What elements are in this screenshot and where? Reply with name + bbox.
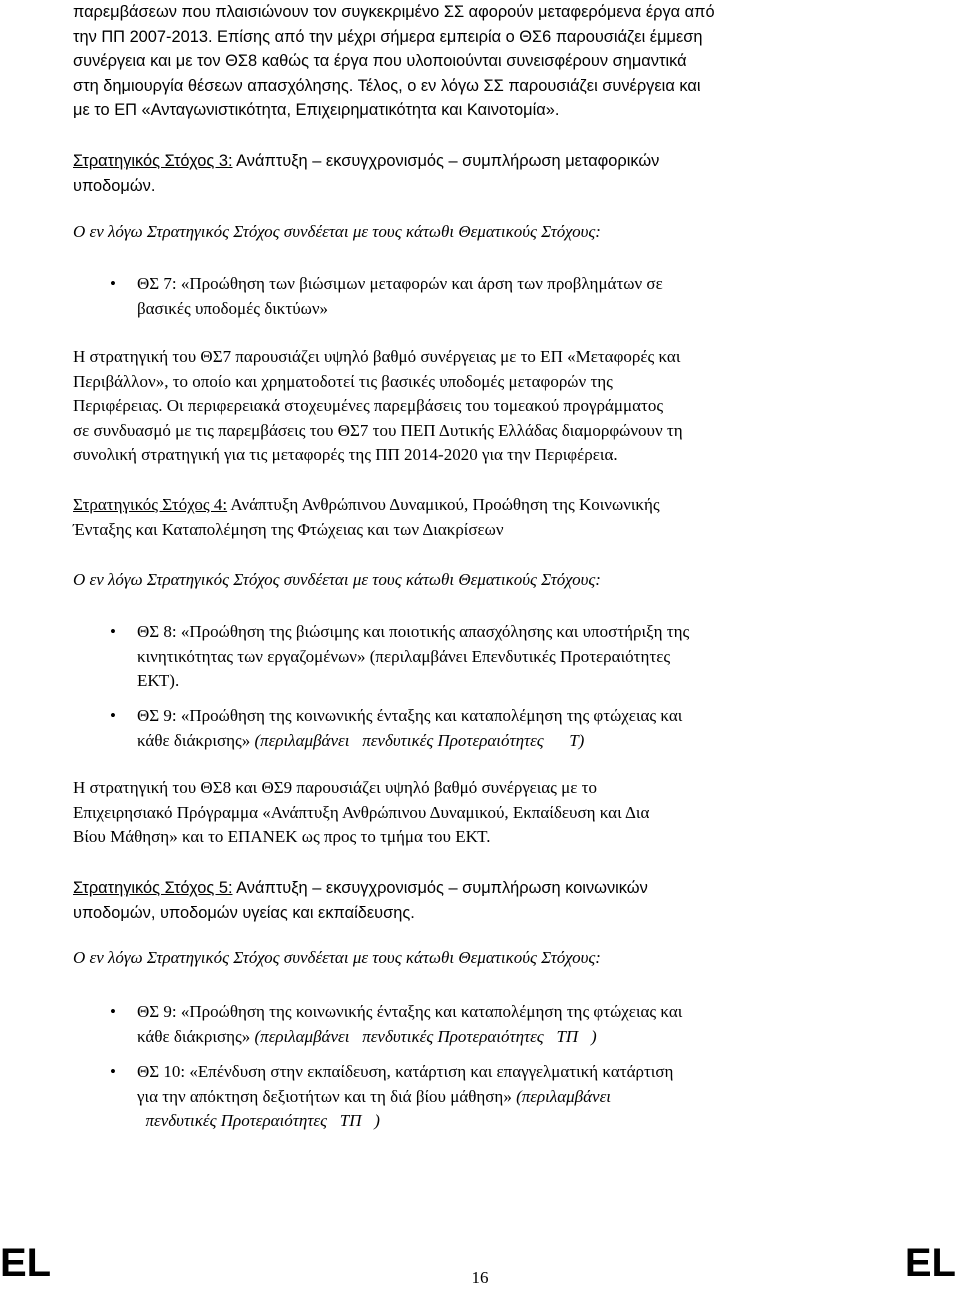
text-line: την ΠΠ 2007-2013. Επίσης από την μέχρι σήμερα εμπειρία ο ΘΣ6 παρουσιάζει έμμεση [73,27,703,46]
text-line: συνέργεια και με τον ΘΣ8 καθώς τα έργα που υλοποιούνται συνεισφέρουν σημαντικά [73,52,687,70]
goal-label: Στρατηγικός Στόχος 4: [73,495,228,514]
intro-paragraph [73,0,848,123]
ts7-synergy-paragraph [73,345,848,468]
text-line: στη δημιουργία θέσεων απασχόλησης. Τέλος, ο εν λόγω ΣΣ παρουσιάζει συνέργεια και [73,76,701,95]
italic-note: (περιλαμβάνει πενδυτικές Προτεραιότητες Τ) [250,730,585,750]
text-line: ΘΣ 10: «Επένδυση στην εκπαίδευση, κατάρτιση και επαγγελματική κατάρτιση [137,1062,674,1081]
goal-label: Στρατηγικός Στόχος 5: [73,879,233,897]
bullet-item-ts10 [137,1060,847,1134]
italic-note: (περιλαμβάνει [511,1086,612,1106]
text-line [137,1025,847,1050]
strategic-goal-5 [73,876,848,925]
text-line [73,493,848,518]
text-line: Ένταξης και Καταπολέμηση της Φτώχειας και των Διακρίσεων [73,519,504,539]
text-run: για την απόκτηση δεξιοτήτων και τη διά βίου μάθηση» [137,1086,512,1106]
goal-text: Ανάπτυξη – εκσυγχρονισμός – συμπλήρωση μεταφορικών [232,152,660,170]
ts89-synergy-paragraph [73,776,848,850]
text-line: Η στρατηγική του ΘΣ7 παρουσιάζει υψηλό βαθμό συνέργειας με το ΕΠ «Μεταφορές και [73,347,681,366]
bullet-marker [110,1060,124,1085]
language-code-right: EL [904,1241,956,1285]
italic-note: πενδυτικές Προτεραιότητες ΤΠ ) [137,1111,380,1130]
bullet-item-ts9 [137,1000,847,1049]
text-line: Περιβάλλον», το οποίο και χρηματοδοτεί τις βασικές υποδομές μεταφορών της [73,371,613,391]
text-line: ΘΣ 7: «Προώθηση των βιώσιμων μεταφορών και άρση των προβλημάτων σε [137,274,663,293]
text-line: ΘΣ 9: «Προώθηση της κοινωνικής ένταξης και καταπολέμηση της φτώχειας και [137,1002,683,1021]
goal-text: Ανάπτυξη Ανθρώπινου Δυναμικού, Προώθηση της Κοινωνικής [227,495,660,514]
bullet-item-ts7 [137,272,847,321]
text-line: ΘΣ 8: «Προώθηση της βιώσιμης και ποιοτικής απασχόλησης και υποστήριξη της [137,622,690,641]
text-line: υποδομών, υποδομών υγείας και εκπαίδευσης. [73,903,415,922]
text-line: παρεμβάσεων που πλαισιώνουν τον συγκεκριμένο ΣΣ αφορούν μεταφερόμενα έργα από [73,3,715,21]
text-line [137,729,847,754]
text-run: κάθε διάκρισης» [137,1026,251,1046]
bullet-marker [110,620,124,645]
link-heading: Ο εν λόγω Στρατηγικός Στόχος συνδέεται με τους κάτωθι Θεματικούς Στόχους: [73,222,601,241]
strategic-goal-4 [73,493,848,542]
language-code-left: EL [0,1241,52,1285]
text-line [73,149,848,174]
text-line [73,876,848,901]
goal-text: Ανάπτυξη – εκσυγχρονισμός – συμπλήρωση κοινωνικών [232,879,648,897]
text-line: ΘΣ 9: «Προώθηση της κοινωνικής ένταξης και καταπολέμηση της φτώχειας και [137,706,683,725]
bullet-marker [110,704,124,729]
goal-label: Στρατηγικός Στόχος 3: [73,152,233,170]
text-line: βασικές υποδομές δικτύων» [137,298,329,318]
text-line: Επιχειρησιακό Πρόγραμμα «Ανάπτυξη Ανθρώπινου Δυναμικού, Εκπαίδευση και Δια [73,802,650,822]
strategic-goal-3 [73,149,848,198]
text-line: Βίου Μάθηση» και το ΕΠΑΝΕΚ ως προς το τμήμα του ΕΚΤ. [73,827,491,846]
link-heading: Ο εν λόγω Στρατηγικός Στόχος συνδέεται με τους κάτωθι Θεματικούς Στόχους: [73,570,601,589]
text-run: κάθε διάκρισης» [137,730,251,750]
bullet-marker [110,272,124,297]
text-line: με το ΕΠ «Ανταγωνιστικότητα, Επιχειρηματικότητα και Καινοτομία». [73,101,560,119]
text-line: Η στρατηγική του ΘΣ8 και ΘΣ9 παρουσιάζει υψηλό βαθμό συνέργειας με το [73,778,598,797]
text-line: ΕΚΤ). [137,671,180,690]
text-line: υποδομών. [73,176,156,195]
link-heading: Ο εν λόγω Στρατηγικός Στόχος συνδέεται με τους κάτωθι Θεματικούς Στόχους: [73,948,601,967]
text-line [137,1085,847,1110]
bullet-marker [110,1000,124,1025]
text-line: Περιφέρειας. Οι περιφερειακά στοχευμένες παρεμβάσεις του τομεακού προγράμματος [73,396,664,415]
bullet-item-ts8 [137,620,847,694]
text-line: κινητικότητας των εργαζομένων» (περιλαμβάνει Επενδυτικές Προτεραιότητες [137,646,671,666]
bullet-item-ts9 [137,704,847,753]
text-line: σε συνδυασμό με τις παρεμβάσεις του ΘΣ7 του ΠΕΠ Δυτικής Ελλάδας διαμορφώνουν τη [73,420,683,440]
page-number: 16 [471,1268,489,1287]
text-line: συνολική στρατηγική για τις μεταφορές της ΠΠ 2014-2020 για την Περιφέρεια. [73,445,618,464]
italic-note: (περιλαμβάνει πενδυτικές Προτεραιότητες ΤΠ ) [250,1026,597,1046]
